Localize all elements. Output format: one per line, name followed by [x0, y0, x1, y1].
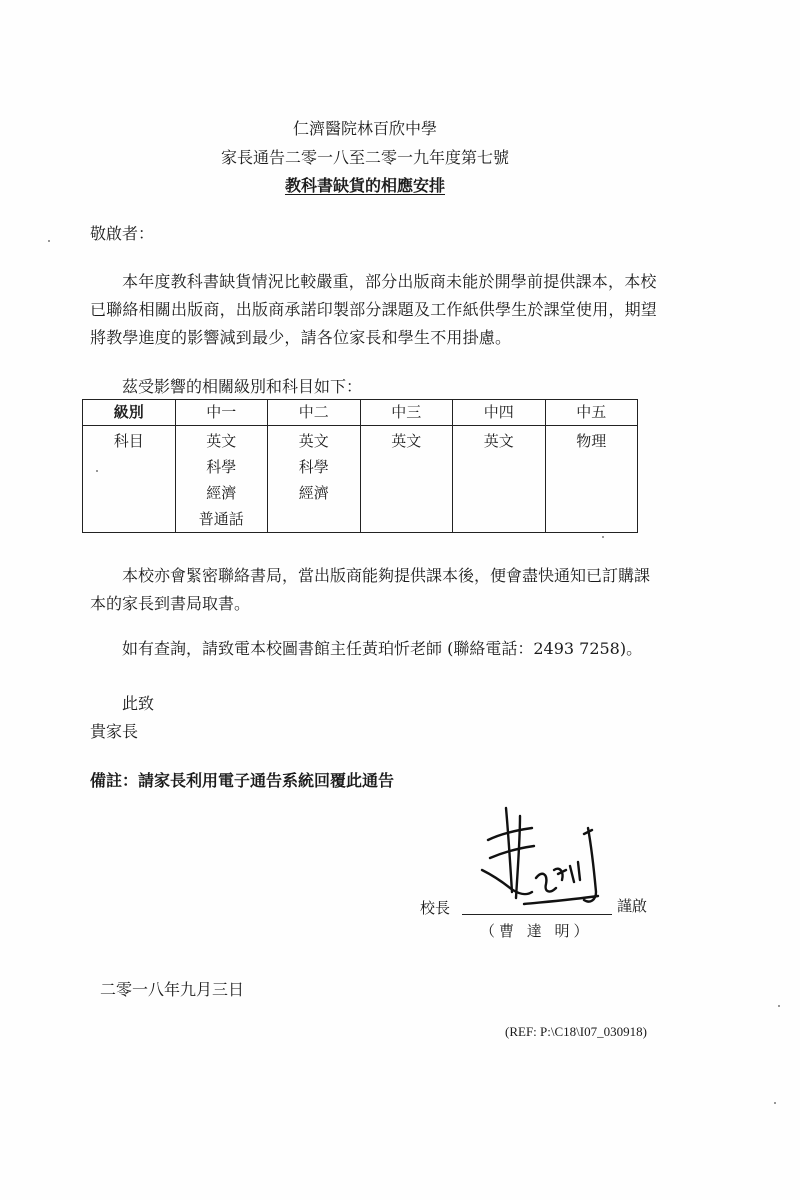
- recipient-line: 貴家長: [90, 722, 139, 741]
- subject-item: 科學: [206, 458, 237, 476]
- subject-cell: [453, 426, 546, 533]
- subject-item: 科學: [298, 458, 329, 476]
- principal-title: 校長: [420, 899, 451, 917]
- subject-item: 英文: [483, 432, 514, 450]
- subject-cell: [545, 426, 638, 533]
- subject-item: 物理: [576, 432, 607, 450]
- subject-cell: [268, 426, 361, 533]
- table-header-row: [83, 400, 638, 426]
- grade-cell: 中三: [360, 400, 453, 426]
- notice-number: 家長通告二零一八至二零一九年度第七號: [220, 148, 509, 167]
- notice-subject-text: 教科書缺貨的相應安排: [284, 176, 445, 195]
- grade-cell: 中一: [175, 400, 268, 426]
- subject-row-label-cell: [83, 426, 176, 533]
- notice-subject: [0, 173, 730, 196]
- subject-item: 經濟: [298, 484, 329, 502]
- scan-speck: [778, 1005, 780, 1007]
- paragraph-enquiry: 如有查詢，請致電本校圖書館主任黃珀忻老師 (聯絡電話：2493 7258)。: [122, 639, 643, 658]
- table-intro: 茲受影響的相關級別和科目如下：: [122, 377, 363, 396]
- scan-speck: [774, 1102, 776, 1104]
- scan-speck: [48, 240, 50, 242]
- subject-item: 經濟: [206, 484, 237, 502]
- grade-cell: 中四: [453, 400, 546, 426]
- grade-cell: 中五: [545, 400, 638, 426]
- signature-block: [410, 800, 670, 950]
- principal-name: （曹 達 明）: [480, 922, 593, 940]
- paragraph-bookstore: 本校亦會緊密聯絡書局，當出版商能夠提供課本後，便會盡快通知已訂購課本的家長到書局取書。: [90, 566, 651, 613]
- scan-speck: [96, 470, 98, 472]
- table-header-label: 級別: [83, 400, 176, 426]
- scan-speck: [602, 536, 604, 538]
- remark: 備註：請家長利用電子通告系統回覆此通告: [90, 771, 395, 790]
- subject-row-label: 科目: [113, 432, 144, 450]
- closing-respectfully: 謹啟: [617, 897, 648, 915]
- subject-item: 英文: [206, 432, 237, 450]
- signature-line: [462, 914, 612, 915]
- subject-item: 普通話: [198, 510, 244, 528]
- subject-item: 英文: [298, 432, 329, 450]
- principal-signature: [460, 800, 610, 915]
- subject-cell: [360, 426, 453, 533]
- reference-code: (REF: P:\C18\I07_030918): [505, 1024, 647, 1039]
- grade-cell: 中二: [268, 400, 361, 426]
- school-name: 仁濟醫院林百欣中學: [292, 119, 437, 138]
- paragraph-shortage: 本年度教科書缺貨情況比較嚴重，部分出版商未能於開學前提供課本，本校已聯絡相關出版商，出版商承諾印製部分課題及工作紙供學生於課堂使用，期望將教學進度的影響減到最少，請各位家長和學生不用掛慮。: [90, 272, 658, 347]
- subject-cell: [175, 426, 268, 533]
- closing-line: 此致: [122, 694, 155, 713]
- notice-date: 二零一八年九月三日: [100, 980, 245, 999]
- salutation: 敬啟者：: [90, 224, 155, 243]
- table-subject-row: [83, 426, 638, 533]
- subject-item: 英文: [391, 432, 422, 450]
- affected-subjects-table: [82, 399, 638, 533]
